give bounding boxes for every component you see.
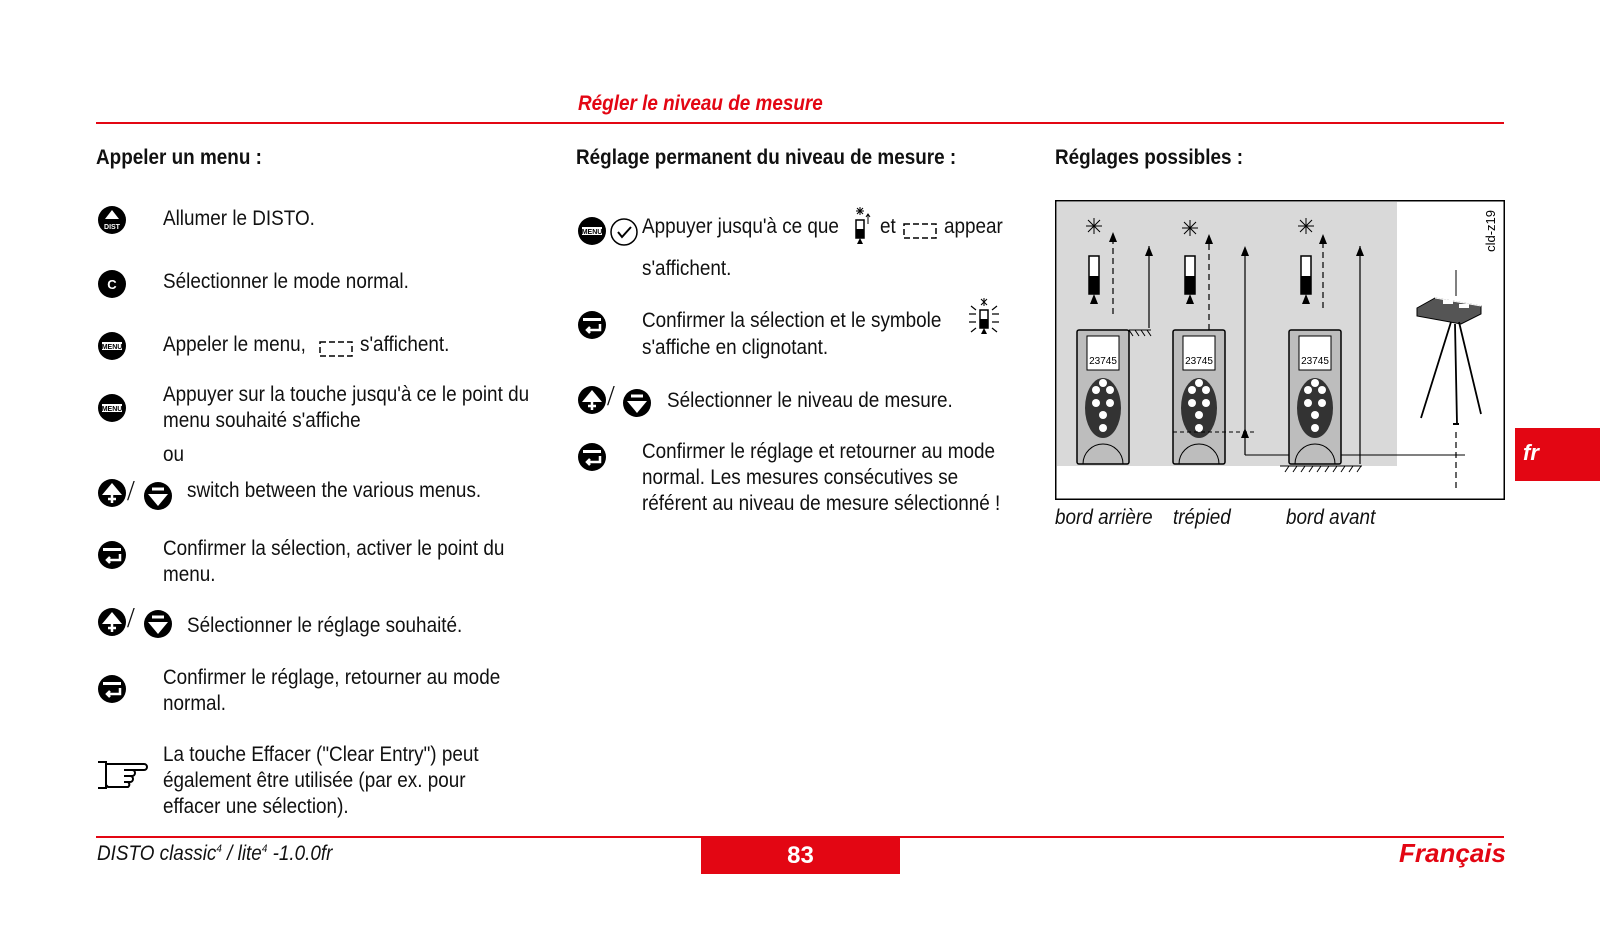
enter-icon bbox=[577, 442, 607, 472]
caption-rear-edge: bord arrière bbox=[1055, 506, 1153, 529]
step-or: ou bbox=[163, 443, 185, 466]
figure-code: cld-z19 bbox=[1483, 210, 1498, 252]
minus-down-icon bbox=[622, 388, 652, 418]
minus-down-icon bbox=[143, 481, 173, 511]
step-confirm-return: Confirmer le réglage, retourner au mode bbox=[163, 666, 501, 689]
plus-up-icon bbox=[97, 607, 127, 637]
enter-icon bbox=[577, 310, 607, 340]
header-rule bbox=[96, 122, 1504, 124]
language-side-tab: fr bbox=[1515, 428, 1600, 481]
step-turn-on: Allumer le DISTO. bbox=[163, 207, 315, 230]
slash-separator: / bbox=[607, 381, 615, 412]
measuring-reference-figure bbox=[1055, 200, 1505, 500]
enter-icon bbox=[97, 540, 127, 570]
perm-step-confirm: Confirmer la sélection et le symbole bbox=[642, 309, 942, 332]
perm-step-confirm-return: Confirmer le réglage et retourner au mode bbox=[642, 440, 995, 463]
col1-heading: Appeler un menu : bbox=[96, 146, 262, 169]
note-clear-entry: La touche Effacer ("Clear Entry") peut bbox=[163, 743, 479, 766]
step-press-until-2: menu souhaité s'affiche bbox=[163, 409, 361, 432]
step-confirm-activate-2: menu. bbox=[163, 563, 216, 586]
laser-mode-icon bbox=[966, 296, 1002, 344]
col2-heading: Réglage permanent du niveau de mesure : bbox=[576, 146, 957, 169]
power-dist-icon bbox=[97, 205, 127, 235]
step-call-menu-suffix: s'affichent. bbox=[360, 333, 450, 356]
perm-step-confirm-return-2: normal. Les mesures consécutives se bbox=[642, 466, 959, 489]
step-press-until: Appuyer sur la touche jusqu'à ce le point du bbox=[163, 383, 530, 406]
perm-step-select-level: Sélectionner le niveau de mesure. bbox=[667, 389, 953, 412]
page-title: Régler le niveau de mesure bbox=[578, 92, 823, 115]
enter-icon bbox=[97, 674, 127, 704]
clear-c-icon bbox=[97, 269, 127, 299]
footer-language: Français bbox=[1399, 838, 1506, 868]
page-number: 83 bbox=[787, 842, 814, 869]
note-clear-entry-2: également être utilisée (par ex. pour bbox=[163, 769, 466, 792]
perm-step-confirm-2: s'affiche en clignotant. bbox=[642, 336, 829, 359]
display-blank-icon bbox=[903, 222, 937, 240]
display-blank-icon bbox=[319, 340, 353, 358]
check-icon bbox=[609, 217, 639, 247]
step-confirm-activate: Confirmer la sélection, activer le point du bbox=[163, 537, 505, 560]
svg-text:DIST: DIST bbox=[104, 224, 120, 231]
step-select-setting: Sélectionner le réglage souhaité. bbox=[187, 614, 463, 637]
laser-mode-icon bbox=[852, 206, 872, 252]
svg-text:23745: 23745 bbox=[1185, 356, 1213, 367]
perm-step-press-until: Appuyer jusqu'à ce que bbox=[642, 215, 839, 238]
minus-down-icon bbox=[143, 609, 173, 639]
page-number-box bbox=[701, 837, 900, 874]
note-clear-entry-3: effacer une sélection). bbox=[163, 795, 349, 818]
caption-front-edge: bord avant bbox=[1286, 506, 1376, 529]
menu-icon bbox=[577, 216, 607, 246]
svg-text:23745: 23745 bbox=[1301, 356, 1329, 367]
menu-icon bbox=[97, 331, 127, 361]
perm-step-appear-2: s'affichent. bbox=[642, 257, 732, 280]
caption-tripod: trépied bbox=[1173, 506, 1231, 529]
step-switch-menus: switch between the various menus. bbox=[187, 479, 482, 502]
svg-text:23745: 23745 bbox=[1089, 356, 1117, 367]
svg-text:C: C bbox=[107, 277, 117, 292]
step-normal-mode: Sélectionner le mode normal. bbox=[163, 270, 409, 293]
footer-product: DISTO classic$^4$ / lite$^4$ -1.0.0fr bbox=[97, 842, 333, 865]
perm-step-confirm-return-3: référent au niveau de mesure sélectionné ! bbox=[642, 492, 1001, 515]
hand-pointer-icon bbox=[95, 752, 151, 792]
plus-up-icon bbox=[577, 385, 607, 415]
step-confirm-return-2: normal. bbox=[163, 692, 227, 715]
perm-step-and: et bbox=[880, 215, 896, 238]
perm-step-appear: appear bbox=[944, 215, 1003, 238]
col3-heading: Réglages possibles : bbox=[1055, 146, 1244, 169]
slash-separator: / bbox=[127, 603, 135, 634]
step-call-menu: Appeler le menu, bbox=[163, 333, 306, 356]
plus-up-icon bbox=[97, 478, 127, 508]
menu-icon bbox=[97, 393, 127, 423]
slash-separator: / bbox=[127, 476, 135, 507]
